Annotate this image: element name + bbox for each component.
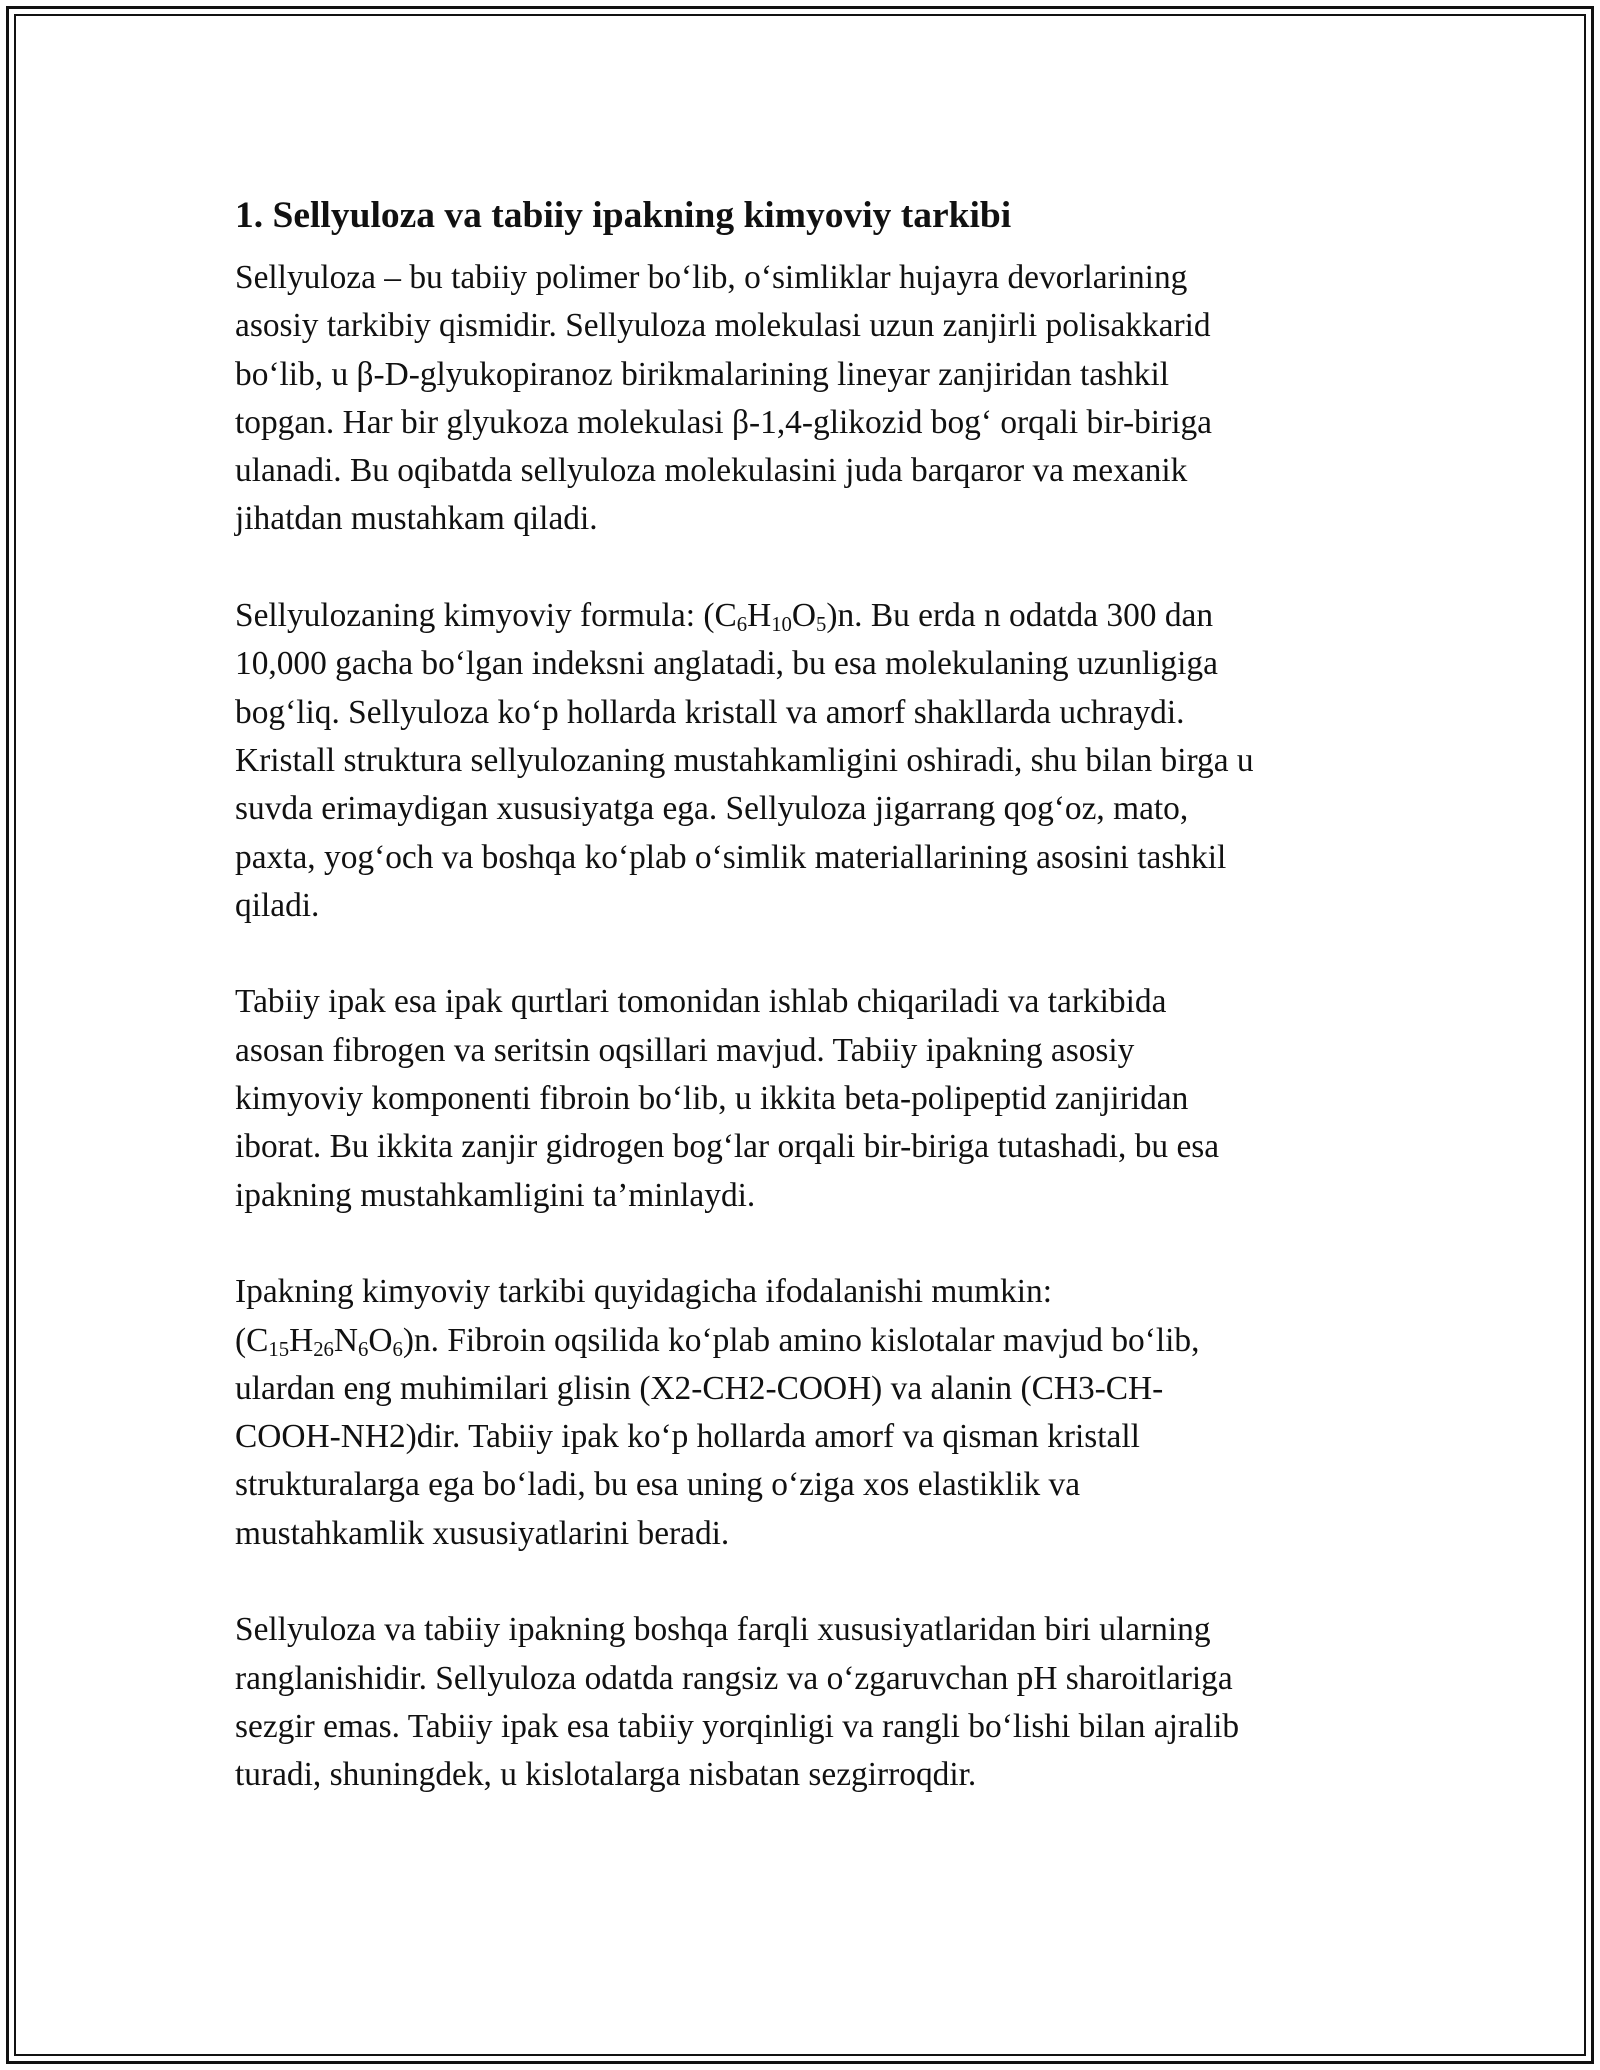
- paragraph-line: kimyoviy komponenti fibroin bo‘lib, u ikkita beta-polipeptid zanjiridan: [235, 1080, 1189, 1118]
- paragraph-line: turadi, shuningdek, u kislotalarga nisbatan sezgirroqdir.: [235, 1756, 977, 1794]
- formula-element: N: [333, 1321, 359, 1359]
- paragraph-line: paxta, yog‘och va boshqa ko‘plab o‘simlik materiallarining asosini tashkil: [235, 838, 1227, 876]
- paragraph-silk-intro: [235, 978, 1365, 1219]
- paragraph-line: ulardan eng muhimilari glisin (X2-CH2-COOH) va alanin (CH3-CH-: [235, 1369, 1164, 1407]
- subscript: 5: [816, 614, 827, 637]
- paragraph-line: ulanadi. Bu oqibatda sellyuloza molekulasini juda barqaror va mexanik: [235, 452, 1188, 490]
- formula-element: H: [747, 597, 772, 635]
- paragraph-line: Ipakning kimyoviy tarkibi quyidagicha ifodalanishi mumkin:: [235, 1273, 1053, 1311]
- paragraph-line: Sellyuloza va tabiiy ipakning boshqa farqli xususiyatlaridan biri ularning: [235, 1611, 1211, 1649]
- formula-element: O: [791, 597, 817, 635]
- paragraph-line: iborat. Bu ikkita zanjir gidrogen bog‘lar orqali bir-biriga tutashadi, bu esa: [235, 1128, 1220, 1166]
- formula-line: [235, 592, 1365, 640]
- paragraph-line: qiladi.: [235, 886, 320, 924]
- formula-rest: )n. Fibroin oqsilida ko‘plab amino kislotalar mavjud bo‘lib,: [402, 1321, 1200, 1359]
- paragraph-line: Tabiiy ipak esa ipak qurtlari tomonidan ishlab chiqariladi va tarkibida: [235, 983, 1167, 1021]
- formula-prefix: Sellyulozaning kimyoviy formula: (C: [235, 597, 737, 635]
- formula-suffix: )n. Bu erda n odatda 300 dan: [826, 597, 1214, 635]
- subscript: 6: [736, 614, 748, 637]
- subscript: 15: [268, 1338, 290, 1361]
- formula-element: O: [368, 1321, 393, 1359]
- paragraph-silk-formula: [235, 1268, 1365, 1558]
- paragraph-line: suvda erimaydigan xususiyatga ega. Sellyuloza jigarrang qog‘oz, mato,: [235, 790, 1189, 828]
- paragraph-line: bo‘lib, u β-D-glyukopiranoz birikmalarining lineyar zanjiridan tashkil: [235, 355, 1170, 393]
- paragraph-line: topgan. Har bir glyukoza molekulasi β-1,4-glikozid bog‘ orqali bir-biriga: [235, 403, 1212, 441]
- document-body: [235, 188, 1365, 1800]
- formula-open: (C: [235, 1321, 269, 1359]
- subscript: 6: [392, 1338, 403, 1361]
- paragraph-line: Sellyuloza – bu tabiiy polimer bo‘lib, o‘simliklar hujayra devorlarining: [235, 259, 1188, 296]
- formula-line: [235, 1317, 1365, 1365]
- paragraph-line: ranglanishidir. Sellyuloza odatda rangsiz va o‘zgaruvchan pH sharoitlariga: [235, 1659, 1233, 1697]
- formula-element: H: [289, 1321, 314, 1359]
- paragraph-line: jihatdan mustahkam qiladi.: [235, 500, 598, 538]
- paragraph-line: asosiy tarkibiy qismidir. Sellyuloza molekulasi uzun zanjirli polisakkarid: [235, 307, 1211, 345]
- paragraph-line: ipakning mustahkamligini ta’minlaydi.: [235, 1176, 756, 1214]
- paragraph-line: Kristall struktura sellyulozaning mustahkamligini oshiradi, shu bilan birga u: [235, 741, 1254, 779]
- subscript: 6: [358, 1338, 369, 1361]
- paragraph-cellulose-intro: [235, 254, 1365, 544]
- section-heading: 1. Sellyuloza va tabiiy ipakning kimyoviy tarkibi: [235, 195, 1012, 236]
- paragraph-cellulose-formula: [235, 592, 1365, 930]
- paragraph-line: sezgir emas. Tabiiy ipak esa tabiiy yorqinligi va rangli bo‘lishi bilan ajralib: [235, 1707, 1240, 1745]
- paragraph-line: mustahkamlik xususiyatlarini beradi.: [235, 1514, 730, 1552]
- paragraph-line: bog‘liq. Sellyuloza ko‘p hollarda kristall va amorf shakllarda uchraydi.: [235, 693, 1185, 731]
- subscript: 10: [771, 614, 792, 637]
- paragraph-line: COOH-NH2)dir. Tabiiy ipak ko‘p hollarda amorf va qisman kristall: [235, 1418, 1140, 1456]
- paragraph-line: 10,000 gacha bo‘lgan indeksni anglatadi, bu esa molekulaning uzunligiga: [235, 645, 1218, 683]
- paragraph-color-properties: [235, 1606, 1365, 1799]
- paragraph-line: strukturalarga ega bo‘ladi, bu esa uning o‘ziga xos elastiklik va: [235, 1466, 1081, 1504]
- subscript: 26: [313, 1338, 334, 1361]
- paragraph-line: asosan fibrogen va seritsin oqsillari mavjud. Tabiiy ipakning asosiy: [235, 1031, 1135, 1069]
